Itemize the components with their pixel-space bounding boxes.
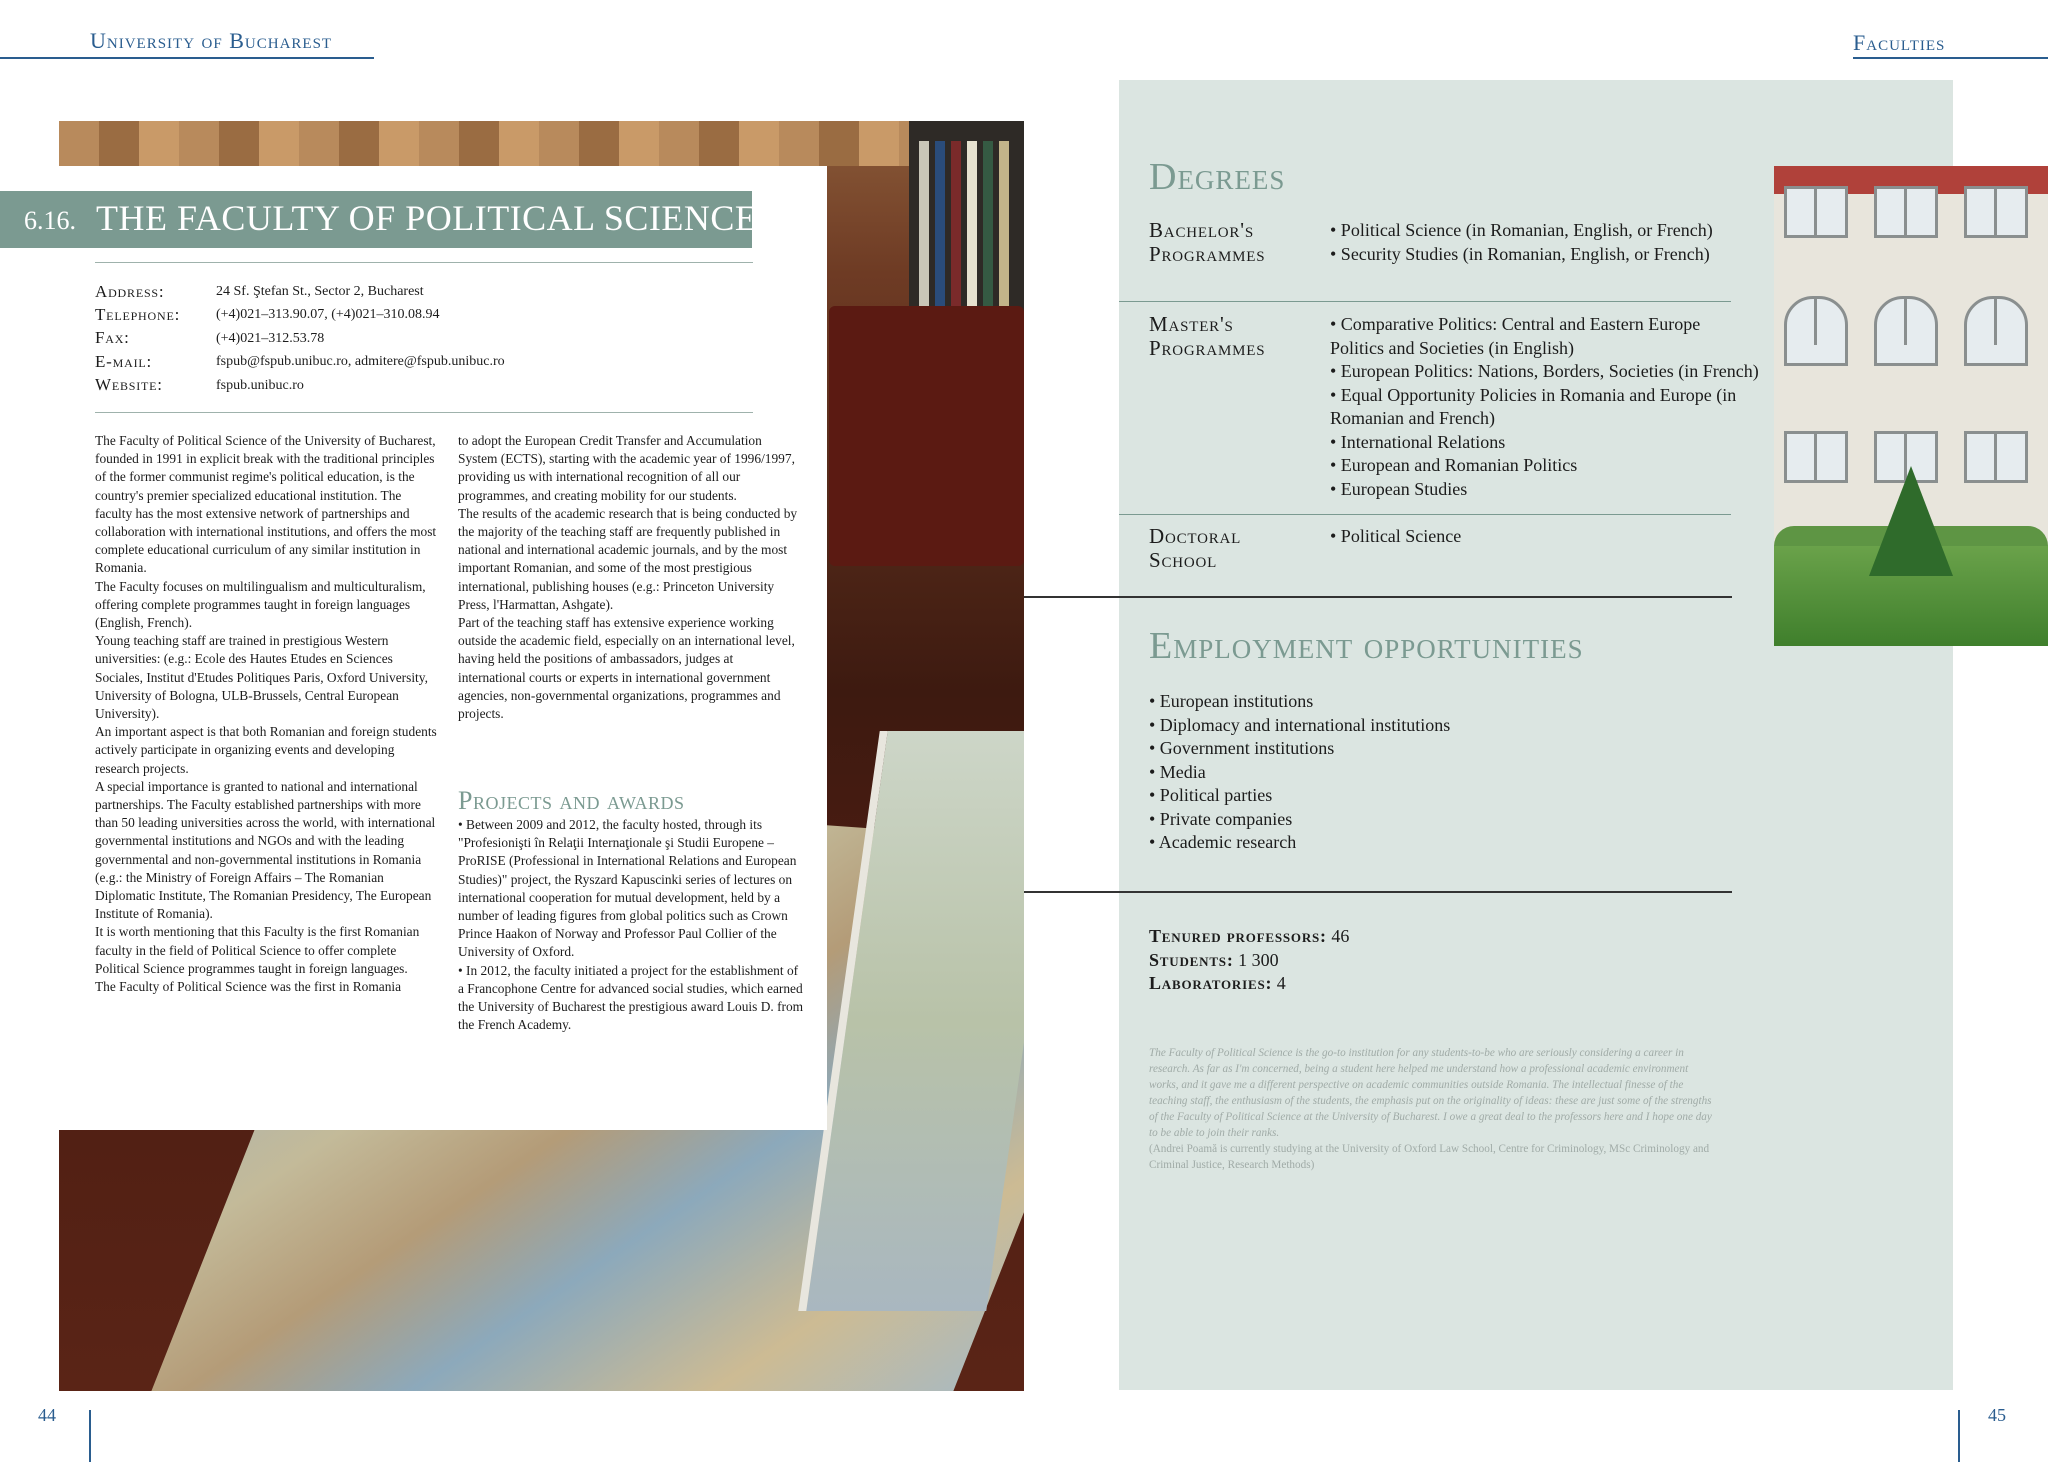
- stat-label: Laboratories:: [1149, 973, 1273, 993]
- pine-tree: [1869, 466, 1953, 576]
- stat-labs: [1149, 972, 1349, 996]
- degree-item: • European and Romanian Politics: [1330, 455, 1578, 475]
- book: [919, 141, 929, 306]
- website-value[interactable]: fspub.unibuc.ro: [216, 378, 304, 393]
- doctoral-label-line: Doctoral: [1149, 524, 1242, 548]
- body-column-2: [458, 432, 804, 723]
- window: [1784, 296, 1848, 366]
- employment-item: • Political parties: [1149, 785, 1273, 805]
- window: [1874, 186, 1938, 238]
- master-label-line: Programmes: [1149, 336, 1266, 360]
- bachelor-label-line: Bachelor's: [1149, 218, 1254, 242]
- stats-block: [1149, 925, 1349, 996]
- footer-rule-right: [1958, 1410, 1960, 1462]
- degree-item: • Equal Opportunity Policies in Romania and Europe (in Romanian and French): [1330, 384, 1737, 428]
- paragraph: The Faculty of Political Science of the University of Bucharest, founded in 1991 in explicit break with the traditional principles of the former communist regime's political education, is the country's premier specialized educational institution. The faculty has the most extensive network of partnerships and collaboration with international institutions, and offers the most complete educational curriculum of any similar institution in Romania.: [95, 433, 437, 576]
- wood-panel: [59, 121, 939, 166]
- degree-item: • European Studies: [1330, 478, 1468, 499]
- paragraph: Young teaching staff are trained in prestigious Western universities: (e.g.: Ecole des Hautes Etudes en Sciences Sociales, Institut d'Etudes Politiques Paris, Oxford University, University of Bologna, ULB-Brussels, Central European University).: [95, 633, 428, 722]
- stat-value: 46: [1331, 926, 1350, 946]
- master-label-line: Master's: [1149, 312, 1234, 336]
- section-number: 6.16.: [24, 206, 76, 235]
- doctoral-label: [1149, 524, 1241, 572]
- master-label: [1149, 312, 1265, 360]
- body-column-1: [95, 432, 437, 996]
- telephone-value: (+4)021–313.90.07, (+4)021–310.08.94: [216, 307, 440, 322]
- window: [1874, 296, 1938, 366]
- window: [1964, 296, 2028, 366]
- email-label: E-mail:: [95, 352, 153, 371]
- address-label: Address:: [95, 282, 165, 301]
- website-label: Website:: [95, 375, 163, 394]
- window: [1964, 431, 2028, 483]
- employment-item: • Diplomacy and international institutions: [1149, 714, 1451, 735]
- header-rule-right: [1853, 57, 2048, 59]
- doctoral-list: [1330, 525, 1740, 549]
- degrees-heading: Degrees: [1149, 156, 1286, 198]
- bachelor-label-line: Programmes: [1149, 242, 1266, 266]
- running-header-right: Faculties: [1853, 30, 1946, 55]
- employment-heading: Employment opportunities: [1149, 625, 1584, 667]
- chair: [829, 306, 1024, 566]
- paragraph: The results of the academic research that is being conducted by the majority of the teaching staff are frequently published in national and international academic journals, and by the most important Romanian, and some of the most prestigious international, publishing houses (e.g.: Princeton University Press, l'Harmattan, Ashgate).: [458, 505, 798, 612]
- running-header-left: University of Bucharest: [90, 28, 333, 53]
- fax-value: (+4)021–312.53.78: [216, 331, 325, 346]
- stat-professors: [1149, 925, 1349, 949]
- testimonial-attribution: (Andrei Poamă is currently studying at the University of Oxford Law School, Centre for Criminology, MSc Criminology and Criminal Justice, Research Methods): [1149, 1143, 1710, 1171]
- project-item: • In 2012, the faculty initiated a project for the establishment of a Francophone Centre for advanced social studies, which earned the University of Bucharest the prestigious award Louis D. from the French Academy.: [458, 962, 804, 1033]
- book: [935, 141, 945, 306]
- book: [967, 141, 977, 306]
- degree-item: • Political Science: [1330, 526, 1462, 546]
- employment-item: • European institutions: [1149, 691, 1314, 711]
- projects-heading: Projects and awards: [458, 786, 685, 815]
- fax-label: Fax:: [95, 328, 130, 347]
- divider: [1024, 596, 1732, 598]
- header-rule-left: [0, 57, 374, 59]
- employment-item: • Media: [1149, 761, 1206, 782]
- stat-students: [1149, 949, 1349, 973]
- email-value[interactable]: fspub@fspub.unibuc.ro, admitere@fspub.unibuc.ro: [216, 354, 505, 369]
- degree-item: • Political Science (in Romanian, English, or French): [1330, 220, 1713, 240]
- master-list: [1330, 313, 1759, 501]
- employment-item: • Private companies: [1149, 808, 1293, 829]
- divider: [1024, 891, 1732, 893]
- divider: [95, 412, 753, 413]
- bachelor-label: [1149, 218, 1265, 266]
- divider: [95, 262, 753, 263]
- paragraph: A special importance is granted to national and international partnerships. The Faculty established partnerships with more than 50 leading universities across the world, with international governmental institutions and NGOs and with the leading governmental and non-governmental institutions in Romania (e.g.: the Ministry of Foreign Affairs – The Romanian Diplomatic Institute, The Romanian Presidency, The European Institute of Romania).: [95, 778, 436, 922]
- faculty-title: THE FACULTY OF POLITICAL SCIENCE: [96, 198, 758, 238]
- paragraph: An important aspect is that both Romanian and foreign students actively participate in organizing events and developing research projects.: [95, 724, 437, 776]
- employment-item: • Academic research: [1149, 832, 1297, 852]
- window: [1784, 186, 1848, 238]
- page-number-left: 44: [38, 1405, 56, 1425]
- paragraph: The Faculty of Political Science was the first in Romania: [95, 979, 402, 995]
- employment-item: • Government institutions: [1149, 738, 1335, 758]
- telephone-label: Telephone:: [95, 305, 181, 324]
- testimonial: [1149, 1045, 1719, 1173]
- stat-value: 4: [1276, 973, 1286, 993]
- book: [983, 141, 993, 306]
- footer-rule-left: [89, 1410, 91, 1462]
- bookshelf: [909, 121, 1024, 311]
- bachelor-list: [1330, 219, 1740, 266]
- window: [1784, 431, 1848, 483]
- page-number-right: 45: [1988, 1405, 2006, 1425]
- paragraph: It is worth mentioning that this Faculty is the first Romanian faculty in the field of Political Science to offer complete Political Science programmes taught in foreign languages.: [95, 924, 420, 976]
- testimonial-quote: The Faculty of Political Science is the go-to institution for any students-to-be who are seriously considering a career in research. As far as I'm concerned, being a student here helped me understand how a professional academic environment works, and it gave me a different perspective on academic communities outside Romania. The intellectual finesse of the teaching staff, the enthusiasm of the students, the emphasis put on the originality of ideas: these are just some of the strengths of the Faculty of Political Science at the University of Bucharest. I owe a great deal to the professors here and I hope one day to be able to join their ranks.: [1149, 1047, 1712, 1139]
- window: [1964, 186, 2028, 238]
- degree-item: • International Relations: [1330, 431, 1506, 452]
- project-item: • Between 2009 and 2012, the faculty hosted, through its "Profesionişti în Relaţii Internaţionale şi Studii Europene – ProRISE (Professional in International Relations and European Studies)" project, the Ryszard Kapuscinki series of lectures on international cooperation for mutual development, held by a number of leading figures from global politics such as Crown Prince Haakon of Norway and Professor Paul Collier of the University of Oxford.: [458, 817, 797, 960]
- degree-item: • European Politics: Nations, Borders, Societies (in French): [1330, 361, 1759, 381]
- degree-item: • Comparative Politics: Central and Eastern Europe Politics and Societies (in English): [1330, 314, 1701, 358]
- stat-label: Students:: [1149, 949, 1234, 970]
- doctoral-label-line: School: [1149, 548, 1218, 572]
- stat-label: Tenured professors:: [1149, 926, 1327, 946]
- book: [951, 141, 961, 306]
- degree-item: • Security Studies (in Romanian, English, or French): [1330, 243, 1710, 264]
- divider: [1119, 514, 1731, 515]
- address-value: 24 Sf. Ştefan St., Sector 2, Bucharest: [216, 284, 424, 299]
- book: [999, 141, 1009, 306]
- paragraph: to adopt the European Credit Transfer and Accumulation System (ECTS), starting with the academic year of 1996/1997, providing us with international recognition of all our programmes, and creating mobility for our students.: [458, 433, 795, 503]
- employment-list: [1149, 690, 1709, 855]
- stat-value: 1 300: [1238, 949, 1279, 970]
- divider: [1119, 301, 1731, 302]
- building-photo: [1774, 166, 2048, 646]
- projects-list: [458, 816, 804, 1034]
- paragraph: The Faculty focuses on multilingualism and multiculturalism, offering complete programmes taught in foreign languages (English, French).: [95, 578, 426, 631]
- paragraph: Part of the teaching staff has extensive experience working outside the academic field, especially on an international level, having held the positions of ambassadors, judges at international courts or experts in international government agencies, non-governmental organizations, programmes and projects.: [458, 615, 795, 722]
